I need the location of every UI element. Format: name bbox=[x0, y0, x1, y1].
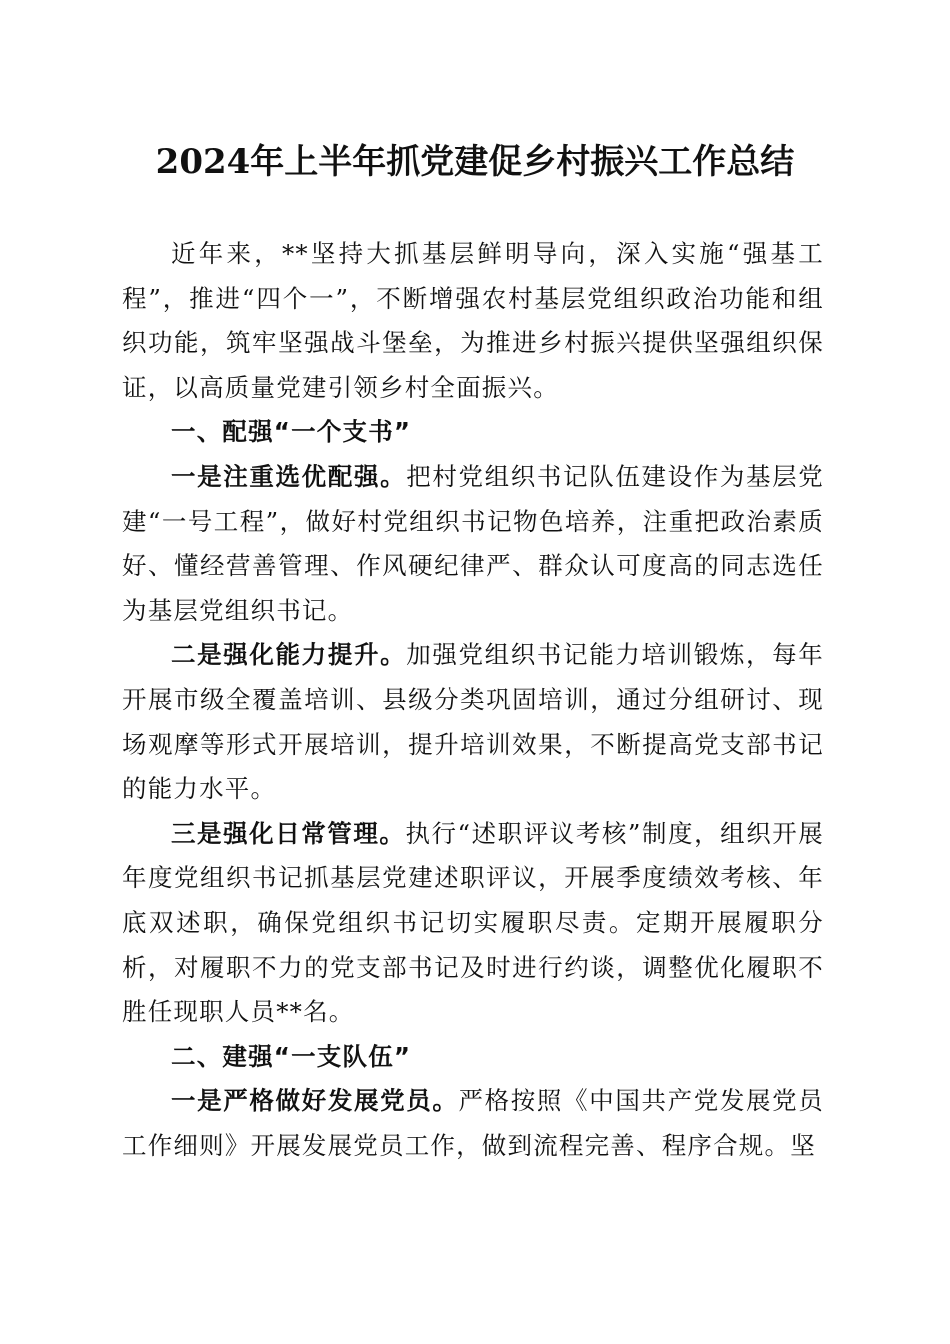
section2-paragraph-1 bbox=[122, 1079, 824, 1168]
section1-paragraph-1 bbox=[122, 455, 824, 633]
paragraph-lead: 三是强化日常管理。 bbox=[171, 818, 406, 848]
paragraph-lead: 二是强化能力提升。 bbox=[171, 640, 407, 670]
paragraph-lead: 一是注重选优配强。 bbox=[171, 461, 407, 491]
paragraph-text: 加强党组织书记能力培训锻炼，每年开展市级全覆盖培训、县级分类巩固培训，通过分组研讨、现场观摩等形式开展培训，提升培训效果，不断提高党支部书记的能力水平。 bbox=[122, 640, 824, 804]
intro-paragraph: 近年来，**坚持大抓基层鲜明导向，深入实施“强基工程”，推进“四个一”，不断增强农村基层党组织政治功能和组织功能，筑牢坚强战斗堡垒，为推进乡村振兴提供坚强组织保证，以高质量党建引领乡村全面振兴。 bbox=[122, 239, 824, 402]
paragraph-lead: 一是严格做好发展党员。 bbox=[171, 1086, 459, 1116]
paragraph-text: 执行“述职评议考核”制度，组织开展年度党组织书记抓基层党建述职评议，开展季度绩效考核、年底双述职，确保党组织书记切实履职尽责。定期开展履职分析，对履职不力的党支部书记及时进行约谈，调整优化履职不胜任现职人员**名。 bbox=[122, 818, 824, 1027]
section-heading-1: 一、配强“一个支书” bbox=[171, 417, 412, 447]
paragraph-text: 严格按照《中国共产党发展党员工作细则》开展发展党员工作，做到流程完善、程序合规。坚 bbox=[122, 1086, 824, 1160]
paragraph-text: 把村党组织书记队伍建设作为基层党建“一号工程”，做好村党组织书记物色培养，注重把政治素质好、懂经营善管理、作风硬纪律严、群众认可度高的同志选任为基层党组织书记。 bbox=[122, 461, 824, 625]
section1-paragraph-2 bbox=[122, 633, 824, 811]
section1-paragraph-3 bbox=[122, 812, 824, 1035]
document-title: 2024年上半年抓党建促乡村振兴工作总结 bbox=[155, 142, 795, 182]
document-body bbox=[122, 232, 824, 1168]
section-heading-2: 二、建强“一支队伍” bbox=[171, 1041, 412, 1071]
